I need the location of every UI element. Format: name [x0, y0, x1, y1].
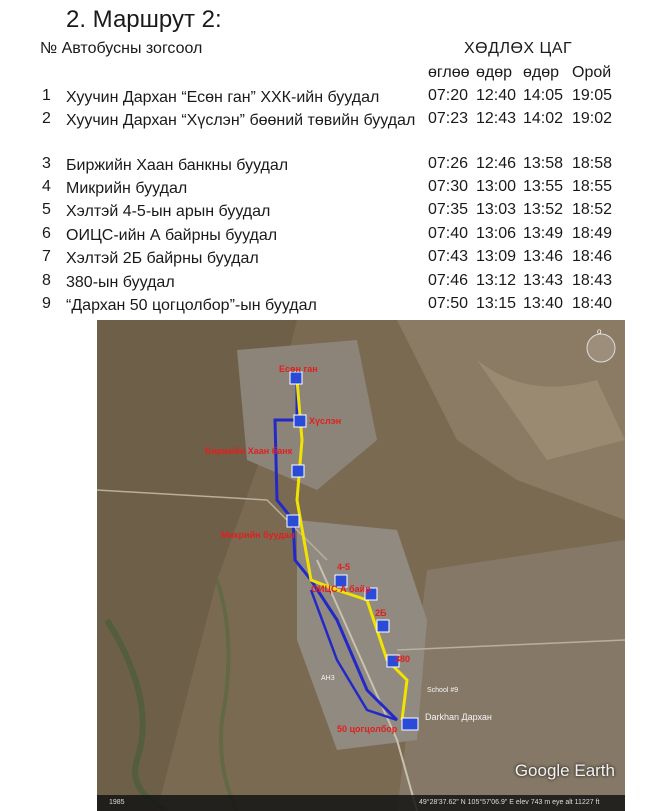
- map-label-khaan-bank: Биржийн Хаан банк: [205, 446, 293, 456]
- google-earth-logo: Google Earth: [514, 761, 615, 780]
- period-day-1: өдөр: [476, 64, 513, 81]
- time-cell: 18:55: [572, 178, 613, 195]
- stop-number: 7: [42, 248, 51, 265]
- stop-number: 8: [42, 272, 51, 289]
- time-cell: 13:09: [476, 248, 517, 265]
- time-cell: 13:52: [523, 201, 564, 218]
- time-cell: 13:06: [476, 225, 517, 242]
- time-cell: 12:43: [476, 110, 517, 127]
- time-cell: 13:00: [476, 178, 517, 195]
- stop-number: 1: [42, 87, 51, 104]
- map-label-esun-gan: Есөн ган: [279, 364, 318, 374]
- stop-name: Хэлтэй 2Б байрны буудал: [66, 250, 259, 267]
- time-cell: 13:15: [476, 295, 517, 312]
- stop-name: Биржийн Хаан банкны буудал: [66, 157, 289, 174]
- time-cell: 07:30: [428, 178, 469, 195]
- stop-name: Хуучин Дархан “Хүслэн” бөөний төвийн буудал: [66, 112, 416, 129]
- time-cell: 19:02: [572, 110, 613, 127]
- stop-number: 2: [42, 110, 51, 127]
- stop-column-header: № Автобусны зогсоол: [40, 40, 203, 57]
- time-cell: 07:50: [428, 295, 469, 312]
- map-label-50: 50 цогцолбор: [337, 724, 398, 734]
- stop-name: 380-ын буудал: [66, 274, 175, 291]
- time-cell: 13:55: [523, 178, 564, 195]
- departure-time-header: ХӨДЛӨХ ЦАГ: [464, 40, 573, 57]
- map-label-mikr: Микрийн буудал: [221, 530, 295, 540]
- stop-name: Хэлтэй 4-5-ын арын буудал: [66, 203, 271, 220]
- time-cell: 13:58: [523, 155, 564, 172]
- time-cell: 07:23: [428, 110, 469, 127]
- time-cell: 07:46: [428, 272, 469, 289]
- time-cell: 19:05: [572, 87, 613, 104]
- stop-number: 6: [42, 225, 51, 242]
- svg-text:o: o: [597, 327, 602, 336]
- compass-icon[interactable]: [587, 334, 615, 362]
- map-label-380: 380: [395, 654, 411, 664]
- time-cell: 07:20: [428, 87, 469, 104]
- stop-name: Микрийн буудал: [66, 180, 188, 197]
- period-evening: Орой: [572, 64, 612, 81]
- time-cell: 12:46: [476, 155, 517, 172]
- period-day-2: өдөр: [523, 64, 560, 81]
- time-cell: 18:40: [572, 295, 613, 312]
- satellite-map-image: [97, 320, 625, 811]
- time-cell: 13:03: [476, 201, 517, 218]
- map-label-ah3: AH3: [321, 675, 335, 682]
- time-cell: 13:43: [523, 272, 564, 289]
- stop-name: ОИЦС-ийн А байрны буудал: [66, 227, 278, 244]
- map-label-oits: ОИЦС А байр: [311, 584, 371, 594]
- time-cell: 12:40: [476, 87, 517, 104]
- stop-name: Хуучин Дархан “Есөн ган” ХХК-ийн буудал: [66, 89, 380, 106]
- map-label-school: School #9: [427, 687, 459, 694]
- map-label-huslen: Хүслэн: [309, 416, 342, 426]
- time-cell: 18:46: [572, 248, 613, 265]
- time-cell: 07:26: [428, 155, 469, 172]
- stop-number: 9: [42, 295, 51, 312]
- time-cell: 14:05: [523, 87, 564, 104]
- time-cell: 18:52: [572, 201, 613, 218]
- map-label-2b: 2Б: [375, 608, 387, 618]
- time-cell: 13:40: [523, 295, 564, 312]
- period-morning: өглөө: [428, 64, 470, 81]
- time-cell: 18:49: [572, 225, 613, 242]
- time-cell: 13:49: [523, 225, 564, 242]
- stop-number: 5: [42, 201, 51, 218]
- time-cell: 14:02: [523, 110, 564, 127]
- map-status-bar: [97, 795, 625, 811]
- time-cell: 07:40: [428, 225, 469, 242]
- imagery-year: 1985: [109, 799, 125, 806]
- coordinates-readout: 49°28'37.62" N 105°57'06.9" E elev 743 m eye alt 11227 ft: [419, 799, 600, 806]
- map-label-4-5: 4-5: [337, 562, 351, 572]
- stop-number: 3: [42, 155, 51, 172]
- page-title: 2. Маршрут 2:: [66, 6, 222, 33]
- time-cell: 07:43: [428, 248, 469, 265]
- time-cell: 13:46: [523, 248, 564, 265]
- stop-name: “Дархан 50 цогцолбор”-ын буудал: [66, 297, 317, 314]
- stop-number: 4: [42, 178, 51, 195]
- time-cell: 07:35: [428, 201, 469, 218]
- time-cell: 18:43: [572, 272, 613, 289]
- time-cell: 13:12: [476, 272, 517, 289]
- map-label-darkhan: Darkhan Дархан: [425, 712, 492, 722]
- time-cell: 18:58: [572, 155, 613, 172]
- route-map: [97, 320, 625, 811]
